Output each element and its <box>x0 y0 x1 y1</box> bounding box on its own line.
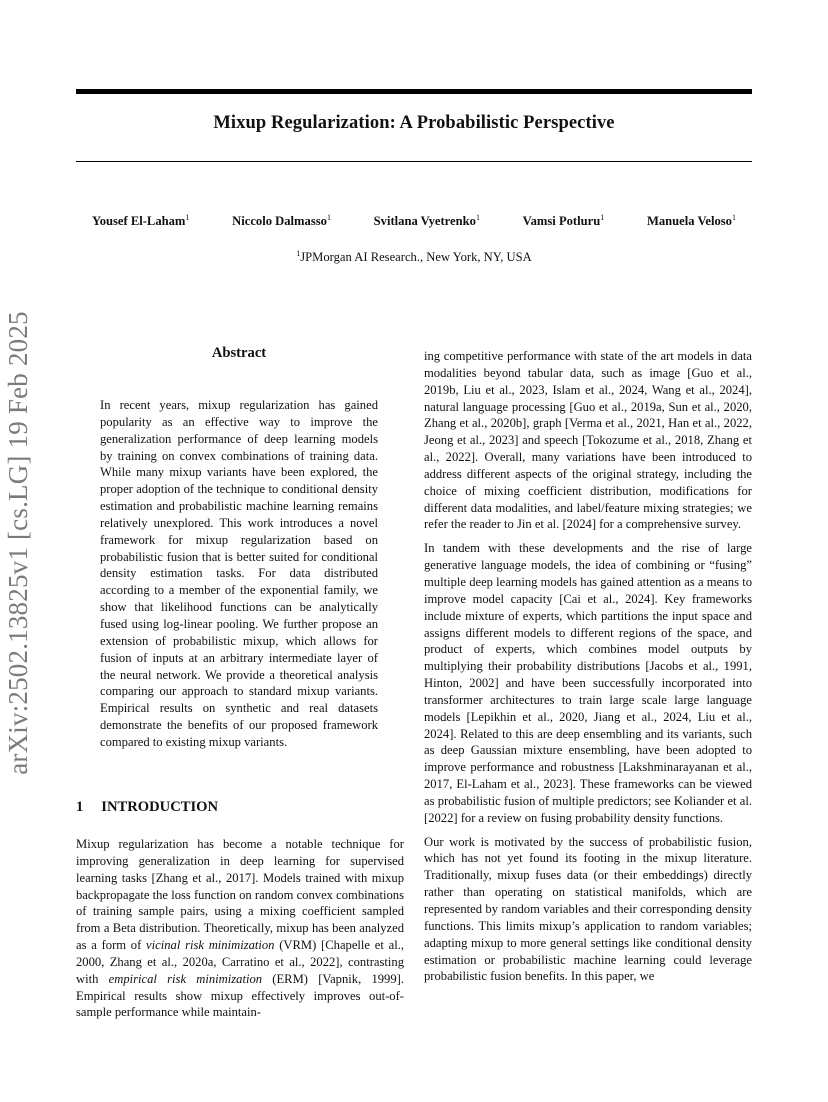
right-column <box>424 348 752 992</box>
intro-paragraph: ing competitive performance with state of the art models in data modalities beyond tabular data, such as image [Guo et al., 2019b, Liu et al., 2023, Islam et al., 2024, Wang et al., 2024], natural language processing [Guo et al., 2019a, Sun et al., 2020, Zhang et al., 2020b], graph [Verma et al., 2021, Han et al., 2022, Jeong et al., 2023] and speech [Tokozume et al., 2018, Zhang et al., 2022]. Overall, many variations have been introduced to address different aspects of the original strategy, including the choice of mixing coefficient distribution, modifications for different data modalities, and label/feature mixing strategies; we refer the reader to Jin et al. [2024] for a comprehensive survey. <box>424 349 752 532</box>
author: Svitlana Vyetrenko$^1$ <box>373 213 480 228</box>
paper-title: Mixup Regularization: A Probabilistic Perspective <box>213 113 615 133</box>
abstract-heading: Abstract <box>211 345 267 361</box>
author-list <box>76 214 752 229</box>
intro-paragraph: Our work is motivated by the success of probabilistic fusion, which has not yet found its footing in the mixup literature. Traditionally, mixup fuses data (or their embeddings) directly rather than operating on statistical manifolds, which are represented by random variables and their corresponding density functions. This limits mixup’s application to random variables; adapting mixup to more general settings like conditional density estimation or probabilistic machine learning could leverage probabilistic fusion benefits. In this paper, we <box>424 834 752 984</box>
section-heading: 1 INTRODUCTION <box>76 799 219 815</box>
author: Yousef El-Laham$^1$ <box>92 213 190 228</box>
author: Niccolo Dalmasso$^1$ <box>232 213 331 228</box>
abstract-body: In recent years, mixup regularization has gained popularity as an effective way to improve the generalization performance of deep learning models by training on convex combinations of training data. While many mixup variants have been explored, the proper adoption of the technique to conditional density estimation and probabilistic machine learning remains relatively unexplored. This work introduces a novel framework for mixup regularization based on probabilistic fusion that is better suited for conditional density estimation tasks. For data distributed according to a member of the exponential family, we show that likelihood functions can be analytically fused using log-linear pooling. We further propose an extension of probabilistic mixup, which allows for fusion of inputs at an arbitrary intermediate layer of the neural network. We provide a theoretical analysis comparing our approach to standard mixup variants. Empirical results on synthetic and real datasets demonstrate the benefits of our proposed framework compared to existing mixup variants. <box>100 398 378 749</box>
intro-paragraph-left: Mixup regularization has become a notable technique for improving generalization in deep learning for supervised learning tasks [Zhang et al., 2017]. Models trained with mixup backpropagate the loss function on random convex combinations of training sample pairs, using a mixing coefficient sampled from a Beta distribution. Theoretically, mixup has been analyzed as a form of vicinal risk minimization (VRM) [Chapelle et al., 2000, Zhang et al., 2020a, Carratino et al., 2022], contrasting with empirical risk minimization (ERM) [Vapnik, 1999]. Empirical results show mixup effectively improves out-of-sample performance while maintain- <box>76 837 404 1020</box>
author: Manuela Veloso$^1$ <box>646 213 736 228</box>
intro-paragraph: In tandem with these developments and the rise of large generative language models, the idea of combining or “fusing” multiple deep learning models has gained attention as a means to improve model capacity [Cai et al., 2024]. Key frameworks include mixture of experts, which partitions the input space and assigns different models to different regions of the space, and product of experts, which combines model outputs by multiplying their probability distributions [Jacobs et al., 1991, Hinton, 2002] and have been successfully incorporated into transformer architectures to train large scale large language models [Lepikhin et al., 2020, Jiang et al., 2024, Liu et al., 2024]. Related to this are deep ensembling and its variants, such as deep Gaussian mixture ensembling, have been adopted to improve performance and robustness [Lakshminarayanan et al., 2017, El-Laham et al., 2023]. These frameworks can be viewed as probabilistic fusion of multiple predictors; see Koliander et al. [2022] for a review on fusing probability density functions. <box>424 541 752 825</box>
author: Vamsi Potluru$^1$ <box>522 213 605 228</box>
affiliation: $^1$JPMorgan AI Research., New York, NY, USA <box>296 249 532 264</box>
top-rule <box>76 89 752 94</box>
title-rule <box>76 161 752 162</box>
